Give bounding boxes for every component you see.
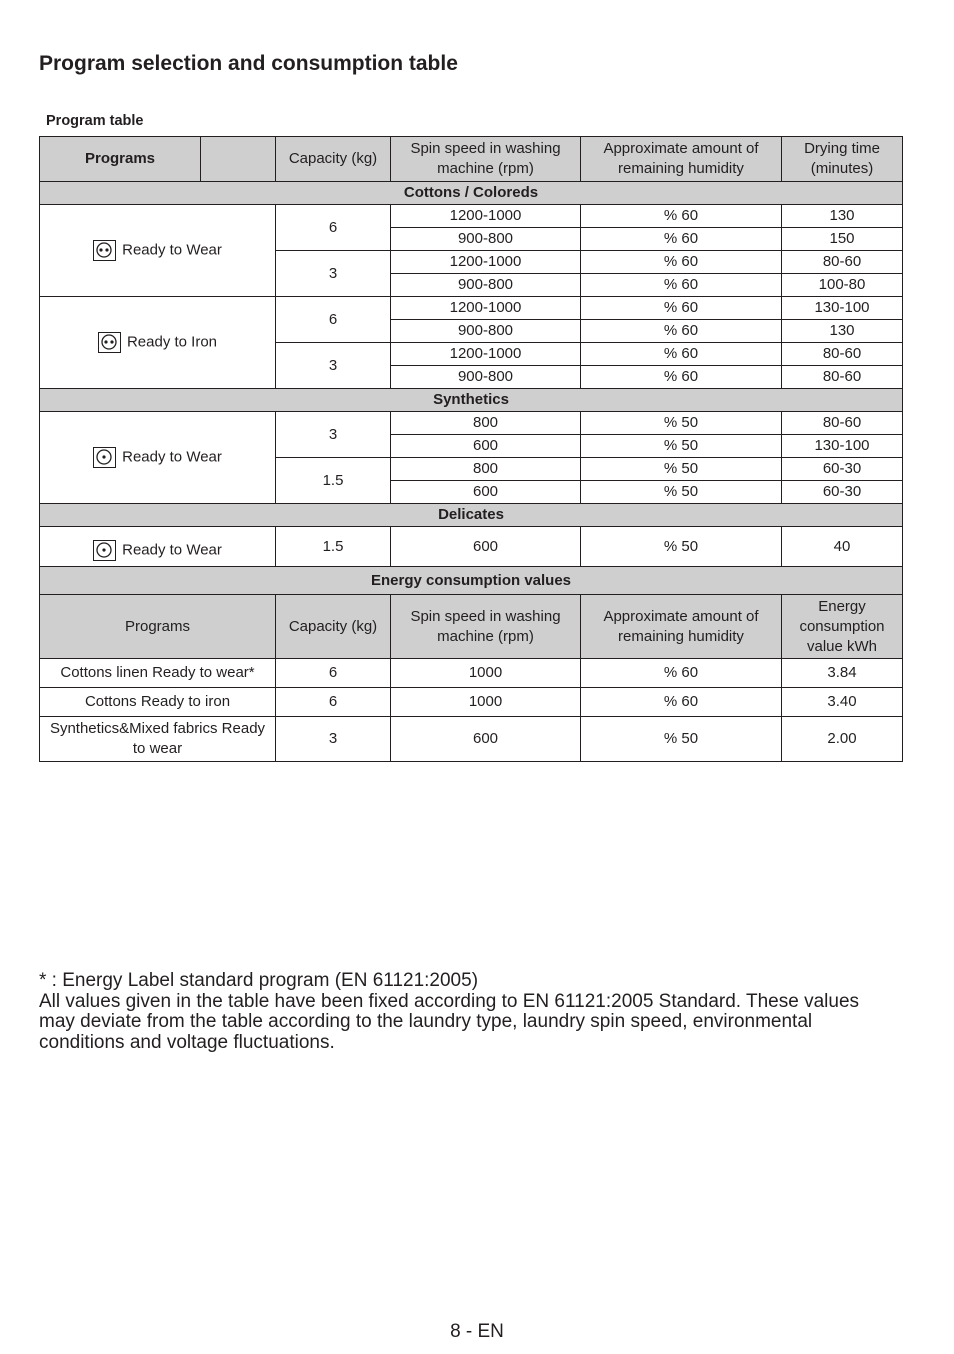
program-cell: Synthetics&Mixed fabrics Ready to wear bbox=[40, 717, 276, 762]
program-label: Ready to Iron bbox=[126, 333, 218, 351]
humidity-cell: % 60 bbox=[581, 228, 782, 251]
humidity-cell: % 60 bbox=[581, 343, 782, 366]
spin-cell: 600 bbox=[391, 481, 581, 504]
capacity-cell: 1.5 bbox=[276, 527, 391, 567]
table-row bbox=[40, 688, 903, 717]
spin-cell: 1200-1000 bbox=[391, 251, 581, 274]
section-delicates: Delicates bbox=[40, 504, 903, 527]
capacity-cell: 6 bbox=[276, 297, 391, 343]
energy-cell: 3.84 bbox=[782, 659, 903, 688]
spin-cell: 600 bbox=[391, 435, 581, 458]
time-cell: 60-30 bbox=[782, 481, 903, 504]
time-cell: 130 bbox=[782, 205, 903, 228]
header-programs: Programs bbox=[40, 595, 276, 659]
header-empty-cell bbox=[201, 137, 276, 182]
table-row bbox=[40, 659, 903, 688]
spin-cell: 900-800 bbox=[391, 274, 581, 297]
time-cell: 130-100 bbox=[782, 297, 903, 320]
capacity-cell: 6 bbox=[276, 205, 391, 251]
spin-cell: 900-800 bbox=[391, 320, 581, 343]
table-header-row bbox=[40, 137, 903, 182]
spin-cell: 1200-1000 bbox=[391, 343, 581, 366]
page-number: 8 - EN bbox=[450, 1321, 504, 1342]
page-title: Program selection and consumption table bbox=[39, 52, 458, 75]
spin-cell: 600 bbox=[391, 527, 581, 567]
capacity-cell: 1.5 bbox=[276, 458, 391, 504]
dryness-one-dot-icon bbox=[93, 540, 116, 561]
humidity-cell: % 60 bbox=[581, 251, 782, 274]
table-caption: Program table bbox=[46, 113, 144, 129]
table-row bbox=[40, 297, 903, 320]
humidity-cell: % 60 bbox=[581, 297, 782, 320]
dryness-one-dot-icon bbox=[93, 447, 116, 468]
capacity-cell: 3 bbox=[276, 412, 391, 458]
time-cell: 80-60 bbox=[782, 366, 903, 389]
humidity-cell: % 50 bbox=[581, 717, 782, 762]
humidity-cell: % 50 bbox=[581, 481, 782, 504]
time-cell: 150 bbox=[782, 228, 903, 251]
dryness-two-dots-icon bbox=[98, 332, 121, 353]
program-cell bbox=[40, 412, 276, 504]
spin-cell: 900-800 bbox=[391, 228, 581, 251]
section-row bbox=[40, 389, 903, 412]
table-row bbox=[40, 412, 903, 435]
humidity-cell: % 50 bbox=[581, 527, 782, 567]
program-cell bbox=[40, 205, 276, 297]
spin-cell: 1200-1000 bbox=[391, 297, 581, 320]
footnote-standard: All values given in the table have been fixed according to EN 61121:2005 Standard. These values may deviate from the table according to the laundry type, laundry spin speed, environmental conditions and voltage fluctuations. bbox=[39, 990, 860, 1053]
spin-cell: 1200-1000 bbox=[391, 205, 581, 228]
time-cell: 100-80 bbox=[782, 274, 903, 297]
capacity-cell: 6 bbox=[276, 688, 391, 717]
humidity-cell: % 60 bbox=[581, 659, 782, 688]
humidity-cell: % 50 bbox=[581, 458, 782, 481]
program-label: Ready to Wear bbox=[122, 241, 222, 259]
humidity-cell: % 60 bbox=[581, 688, 782, 717]
section-row bbox=[40, 182, 903, 205]
spin-cell: 900-800 bbox=[391, 366, 581, 389]
section-synthetics: Synthetics bbox=[40, 389, 903, 412]
spin-cell: 1000 bbox=[391, 659, 581, 688]
program-label: Ready to Wear bbox=[122, 541, 222, 559]
section-row bbox=[40, 504, 903, 527]
table-row bbox=[40, 527, 903, 567]
spin-cell: 800 bbox=[391, 458, 581, 481]
humidity-cell: % 50 bbox=[581, 412, 782, 435]
spin-cell: 1000 bbox=[391, 688, 581, 717]
header-drying-time: Drying time (minutes) bbox=[782, 137, 903, 182]
capacity-cell: 3 bbox=[276, 717, 391, 762]
footnote-energy-label: * : Energy Label standard program (EN 61121:2005) bbox=[39, 970, 479, 991]
header-spin-speed: Spin speed in washing machine (rpm) bbox=[391, 595, 581, 659]
time-cell: 60-30 bbox=[782, 458, 903, 481]
capacity-cell: 3 bbox=[276, 251, 391, 297]
footnotes bbox=[39, 971, 899, 1053]
section-row bbox=[40, 567, 903, 595]
table-row bbox=[40, 205, 903, 228]
capacity-cell: 3 bbox=[276, 343, 391, 389]
dryness-two-dots-icon bbox=[93, 240, 116, 261]
header-programs: Programs bbox=[40, 137, 201, 182]
program-cell: Cottons Ready to iron bbox=[40, 688, 276, 717]
table-row bbox=[40, 717, 903, 762]
energy-header-row bbox=[40, 595, 903, 659]
time-cell: 80-60 bbox=[782, 251, 903, 274]
header-energy-value: Energy consumption value kWh bbox=[782, 595, 903, 659]
spin-cell: 800 bbox=[391, 412, 581, 435]
header-spin-speed: Spin speed in washing machine (rpm) bbox=[391, 137, 581, 182]
program-label: Ready to Wear bbox=[122, 448, 222, 466]
header-capacity: Capacity (kg) bbox=[276, 137, 391, 182]
section-cottons: Cottons / Coloreds bbox=[40, 182, 903, 205]
time-cell: 80-60 bbox=[782, 412, 903, 435]
humidity-cell: % 50 bbox=[581, 435, 782, 458]
program-table bbox=[39, 136, 903, 762]
energy-cell: 2.00 bbox=[782, 717, 903, 762]
program-cell bbox=[40, 527, 276, 567]
header-humidity: Approximate amount of remaining humidity bbox=[581, 137, 782, 182]
time-cell: 130-100 bbox=[782, 435, 903, 458]
humidity-cell: % 60 bbox=[581, 205, 782, 228]
section-energy: Energy consumption values bbox=[40, 567, 903, 595]
humidity-cell: % 60 bbox=[581, 366, 782, 389]
program-cell: Cottons linen Ready to wear* bbox=[40, 659, 276, 688]
energy-cell: 3.40 bbox=[782, 688, 903, 717]
header-humidity: Approximate amount of remaining humidity bbox=[581, 595, 782, 659]
humidity-cell: % 60 bbox=[581, 274, 782, 297]
spin-cell: 600 bbox=[391, 717, 581, 762]
capacity-cell: 6 bbox=[276, 659, 391, 688]
program-cell bbox=[40, 297, 276, 389]
time-cell: 130 bbox=[782, 320, 903, 343]
header-capacity: Capacity (kg) bbox=[276, 595, 391, 659]
humidity-cell: % 60 bbox=[581, 320, 782, 343]
time-cell: 80-60 bbox=[782, 343, 903, 366]
time-cell: 40 bbox=[782, 527, 903, 567]
